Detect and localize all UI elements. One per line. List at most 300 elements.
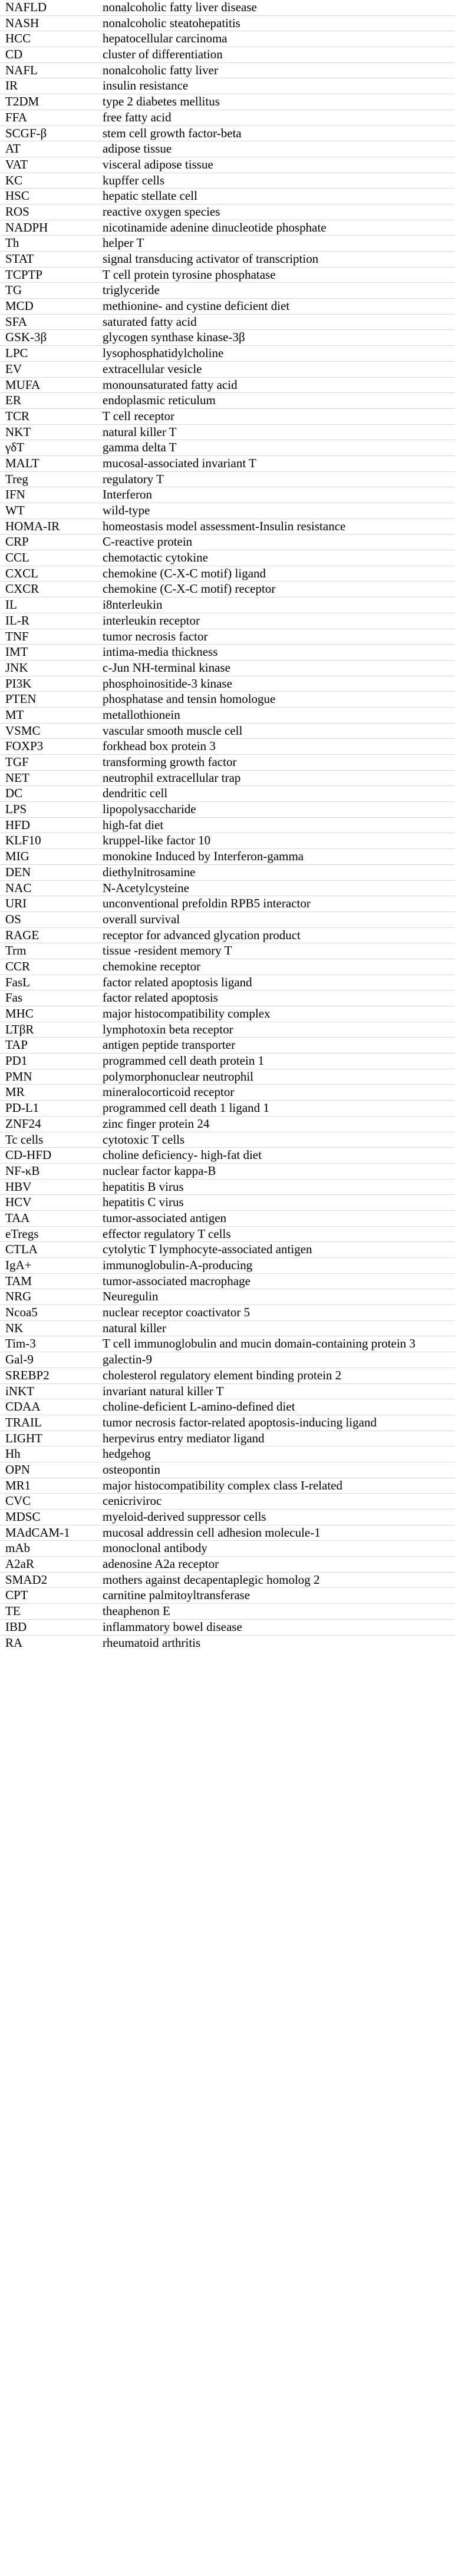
definition-cell: intima-media thickness <box>103 645 218 659</box>
definition-cell: high-fat diet <box>103 817 164 832</box>
definition-cell: gamma delta T <box>103 440 177 455</box>
abbreviation-cell: NET <box>5 770 29 785</box>
table-row <box>0 78 455 94</box>
table-row <box>0 1305 455 1321</box>
abbreviation-cell: SCGF-β <box>5 126 47 140</box>
definition-cell: programmed cell death protein 1 <box>103 1053 265 1068</box>
table-row <box>0 770 455 786</box>
definition-cell: zinc finger protein 24 <box>103 1116 210 1131</box>
abbreviation-cell: MHC <box>5 1006 34 1021</box>
abbreviation-cell: IMT <box>5 645 28 659</box>
definition-cell: natural killer T <box>103 424 177 439</box>
table-row <box>0 1273 455 1289</box>
definition-cell: i8nterleukin <box>103 597 163 612</box>
abbreviation-cell: Fas <box>5 990 23 1005</box>
definition-cell: c-Jun NH-terminal kinase <box>103 660 230 675</box>
abbreviation-cell: Hh <box>5 1446 21 1461</box>
abbreviation-cell: TNF <box>5 629 29 643</box>
definition-cell: hedgehog <box>103 1446 151 1461</box>
abbreviation-cell: TRAIL <box>5 1415 42 1429</box>
definition-cell: insulin resistance <box>103 78 189 93</box>
abbreviation-cell: LPS <box>5 802 27 817</box>
table-row <box>0 1368 455 1383</box>
abbreviation-cell: PD-L1 <box>5 1101 39 1115</box>
table-row <box>0 959 455 975</box>
definition-cell: cenicriviroc <box>103 1494 162 1508</box>
table-row <box>0 1148 455 1164</box>
abbreviation-cell: DC <box>5 786 23 801</box>
definition-cell: neutrophil extracellular trap <box>103 770 241 785</box>
table-row <box>0 1415 455 1431</box>
definition-cell: mucosal addressin cell adhesion molecule-1 <box>103 1525 321 1540</box>
definition-cell: forkhead box protein 3 <box>103 739 216 754</box>
table-row <box>0 1494 455 1510</box>
abbreviation-cell: NF-κB <box>5 1163 40 1178</box>
table-row <box>0 330 455 346</box>
definition-cell: theaphenon E <box>103 1604 170 1619</box>
abbreviation-cell: NKT <box>5 424 31 439</box>
table-row <box>0 503 455 519</box>
table-row <box>0 408 455 424</box>
abbreviation-cell: STAT <box>5 252 34 266</box>
abbreviation-cell: iNKT <box>5 1383 34 1398</box>
abbreviation-cell: TAP <box>5 1038 28 1052</box>
definition-cell: nuclear receptor coactivator 5 <box>103 1305 250 1320</box>
abbreviation-cell: IL-R <box>5 613 29 628</box>
table-row <box>0 1258 455 1274</box>
table-row <box>0 707 455 723</box>
abbreviation-cell: TAM <box>5 1273 32 1288</box>
definition-cell: lymphotoxin beta receptor <box>103 1022 233 1036</box>
table-row <box>0 1525 455 1541</box>
table-row <box>0 975 455 990</box>
definition-cell: glycogen synthase kinase-3β <box>103 330 245 345</box>
definition-cell: tumor necrosis factor <box>103 629 208 643</box>
table-row <box>0 1462 455 1478</box>
definition-cell: nonalcoholic steatohepatitis <box>103 15 240 30</box>
definition-cell: T cell immunoglobulin and mucin domain-containing protein 3 <box>103 1336 416 1351</box>
definition-cell: hepatocellular carcinoma <box>103 31 228 46</box>
table-row <box>0 1320 455 1336</box>
definition-cell: regulatory T <box>103 471 164 486</box>
table-row <box>0 1195 455 1211</box>
table-row <box>0 141 455 157</box>
abbreviation-cell: PI3K <box>5 676 32 691</box>
abbreviation-cell: HOMA-IR <box>5 518 60 533</box>
abbreviation-cell: HBV <box>5 1179 32 1194</box>
table-row <box>0 1101 455 1117</box>
table-row <box>0 94 455 110</box>
abbreviation-cell: CTLA <box>5 1242 38 1257</box>
table-row <box>0 597 455 613</box>
definition-cell: phosphatase and tensin homologue <box>103 692 276 706</box>
definition-cell: adipose tissue <box>103 141 172 156</box>
definition-cell: major histocompatibility complex <box>103 1006 271 1021</box>
table-row <box>0 0 455 15</box>
table-row <box>0 299 455 315</box>
abbreviation-cell: TE <box>5 1604 21 1619</box>
table-row <box>0 346 455 362</box>
abbreviation-cell: RA <box>5 1635 23 1650</box>
definition-cell: lipopolysaccharide <box>103 802 196 817</box>
table-row <box>0 550 455 566</box>
definition-cell: nonalcoholic fatty liver <box>103 62 218 77</box>
table-row <box>0 1289 455 1305</box>
abbreviation-cell: HCV <box>5 1195 32 1210</box>
definition-cell: hepatitis C virus <box>103 1195 184 1210</box>
abbreviation-cell: CVC <box>5 1494 31 1508</box>
abbreviation-cell: MCD <box>5 299 34 313</box>
definition-cell: monoclonal antibody <box>103 1541 207 1555</box>
abbreviation-cell: SREBP2 <box>5 1368 50 1382</box>
definition-cell: C-reactive protein <box>103 534 193 549</box>
abbreviation-cell: AT <box>5 141 21 156</box>
definition-cell: cluster of differentiation <box>103 47 223 62</box>
abbreviation-cell: TAA <box>5 1210 30 1225</box>
definition-cell: interleukin receptor <box>103 613 200 628</box>
table-row <box>0 440 455 456</box>
abbreviation-cell: NAFLD <box>5 0 47 14</box>
abbreviation-cell: ZNF24 <box>5 1116 41 1131</box>
abbreviation-cell: SMAD2 <box>5 1572 48 1587</box>
table-row <box>0 487 455 503</box>
abbreviation-cell: OPN <box>5 1462 31 1477</box>
definition-cell: wild-type <box>103 503 150 517</box>
abbreviation-cell: γδT <box>5 440 25 455</box>
definition-cell: extracellular vesicle <box>103 361 202 376</box>
definition-cell: mothers against decapentaplegic homolog 2 <box>103 1572 320 1587</box>
definition-cell: hepatitis B virus <box>103 1179 184 1194</box>
definition-cell: Interferon <box>103 487 152 502</box>
definition-cell: monokine Induced by Interferon-gamma <box>103 849 304 864</box>
abbreviation-cell: ER <box>5 393 21 408</box>
table-row <box>0 1006 455 1022</box>
abbreviation-cell: NK <box>5 1320 24 1335</box>
table-row <box>0 377 455 393</box>
abbreviation-cell: CDAA <box>5 1399 41 1414</box>
definition-cell: vascular smooth muscle cell <box>103 723 243 738</box>
abbreviation-cell: IFN <box>5 487 25 502</box>
abbreviation-cell: LTβR <box>5 1022 34 1036</box>
abbreviation-cell: KC <box>5 173 23 187</box>
definition-cell: chemokine (C-X-C motif) ligand <box>103 566 266 580</box>
abbreviation-cell: IL <box>5 597 17 612</box>
table-row <box>0 1541 455 1557</box>
abbreviation-cell: PMN <box>5 1069 32 1084</box>
definition-cell: signal transducing activator of transcription <box>103 252 319 266</box>
table-row <box>0 1210 455 1226</box>
definition-cell: visceral adipose tissue <box>103 157 213 171</box>
abbreviation-cell: PTEN <box>5 692 37 706</box>
definition-cell: invariant natural killer T <box>103 1383 224 1398</box>
abbreviation-cell: TCR <box>5 408 29 423</box>
table-row <box>0 283 455 299</box>
definition-cell: carnitine palmitoyltransferase <box>103 1588 250 1603</box>
table-row <box>0 896 455 912</box>
definition-cell: herpevirus entry mediator ligand <box>103 1431 265 1445</box>
table-row <box>0 833 455 849</box>
table-row <box>0 62 455 78</box>
abbreviation-cell: Gal-9 <box>5 1352 34 1367</box>
table-row <box>0 566 455 582</box>
definition-cell: kruppel-like factor 10 <box>103 833 211 848</box>
definition-cell: hepatic stellate cell <box>103 189 197 203</box>
definition-cell: receptor for advanced glycation product <box>103 927 301 942</box>
table-row <box>0 1053 455 1069</box>
table-row <box>0 1336 455 1352</box>
abbreviation-cell: MT <box>5 707 24 722</box>
definition-cell: helper T <box>103 236 144 250</box>
table-row <box>0 676 455 692</box>
abbreviation-cell: OS <box>5 911 21 926</box>
abbreviation-cell: A2aR <box>5 1557 34 1571</box>
table-row <box>0 455 455 471</box>
table-row <box>0 1179 455 1195</box>
definition-cell: transforming growth factor <box>103 755 237 769</box>
abbreviation-cell: NAC <box>5 880 32 895</box>
table-row <box>0 1572 455 1588</box>
abbreviation-cell: PD1 <box>5 1053 28 1068</box>
definition-cell: cytolytic T lymphocyte-associated antigen <box>103 1242 312 1257</box>
table-row <box>0 1022 455 1038</box>
definition-cell: reactive oxygen species <box>103 204 220 219</box>
abbreviation-cell: TGF <box>5 755 29 769</box>
table-row <box>0 1510 455 1525</box>
definition-cell: tissue -resident memory T <box>103 943 232 958</box>
abbreviation-cell: MR <box>5 1085 25 1099</box>
definition-cell: tumor-associated antigen <box>103 1210 227 1225</box>
definition-cell: programmed cell death 1 ligand 1 <box>103 1101 269 1115</box>
abbreviation-cell: HFD <box>5 817 31 832</box>
abbreviation-cell: KLF10 <box>5 833 41 848</box>
abbreviation-cell: CD-HFD <box>5 1148 52 1162</box>
abbreviation-cell: CD <box>5 47 23 62</box>
table-row <box>0 660 455 676</box>
definition-cell: choline-deficient L-amino-defined diet <box>103 1399 295 1414</box>
definition-cell: antigen peptide transporter <box>103 1038 236 1052</box>
definition-cell: myeloid-derived suppressor cells <box>103 1510 266 1524</box>
definition-cell: major histocompatibility complex class I-related <box>103 1478 343 1492</box>
abbreviation-cell: IBD <box>5 1619 27 1634</box>
definition-cell: endoplasmic reticulum <box>103 393 216 408</box>
table-row <box>0 267 455 283</box>
abbreviation-cell: MUFA <box>5 377 41 392</box>
abbreviation-cell: VSMC <box>5 723 41 738</box>
table-row <box>0 1619 455 1635</box>
table-row <box>0 1132 455 1148</box>
table-row <box>0 943 455 959</box>
definition-cell: type 2 diabetes mellitus <box>103 94 220 109</box>
abbreviation-cell: FFA <box>5 110 27 124</box>
abbreviation-cell: TCPTP <box>5 267 43 282</box>
abbreviation-cell: Ncoa5 <box>5 1305 38 1320</box>
abbreviation-cell: eTregs <box>5 1226 39 1241</box>
definition-cell: cytotoxic T cells <box>103 1132 185 1147</box>
table-row <box>0 1431 455 1446</box>
table-row <box>0 755 455 771</box>
table-row <box>0 173 455 189</box>
definition-cell: nuclear factor kappa-B <box>103 1163 216 1178</box>
table-row <box>0 1557 455 1573</box>
definition-cell: tumor necrosis factor-related apoptosis-inducing ligand <box>103 1415 377 1429</box>
definition-cell: factor related apoptosis ligand <box>103 975 252 989</box>
abbreviation-cell: MIG <box>5 849 29 864</box>
abbreviation-cell: Trm <box>5 943 27 958</box>
table-row <box>0 692 455 708</box>
table-row <box>0 1478 455 1494</box>
definition-cell: triglyceride <box>103 283 160 298</box>
definition-cell: galectin-9 <box>103 1352 152 1367</box>
table-row <box>0 471 455 487</box>
table-row <box>0 786 455 802</box>
table-row <box>0 534 455 550</box>
table-row <box>0 1588 455 1604</box>
table-row <box>0 1399 455 1415</box>
table-row <box>0 1085 455 1101</box>
abbreviation-cell: MR1 <box>5 1478 31 1492</box>
definition-cell: lysophosphatidylcholine <box>103 346 224 361</box>
table-row <box>0 1116 455 1132</box>
definition-cell: chemokine receptor <box>103 959 201 973</box>
table-row <box>0 1163 455 1179</box>
abbreviation-cell: CPT <box>5 1588 28 1603</box>
abbreviation-cell: Treg <box>5 471 28 486</box>
abbreviation-cell: CRP <box>5 534 29 549</box>
table-row <box>0 1242 455 1258</box>
definition-cell: inflammatory bowel disease <box>103 1619 242 1634</box>
definition-cell: metallothionein <box>103 707 180 722</box>
abbreviation-cell: mAb <box>5 1541 30 1555</box>
definition-cell: saturated fatty acid <box>103 314 197 329</box>
definition-cell: tumor-associated macrophage <box>103 1273 250 1288</box>
table-row <box>0 236 455 252</box>
table-row <box>0 849 455 865</box>
definition-cell: effector regulatory T cells <box>103 1226 231 1241</box>
table-row <box>0 864 455 880</box>
abbreviation-cell: CCR <box>5 959 31 973</box>
table-row <box>0 817 455 833</box>
table-row <box>0 220 455 236</box>
abbreviation-cell: MAdCAM-1 <box>5 1525 70 1540</box>
abbreviation-cell: CCL <box>5 550 29 565</box>
table-row <box>0 802 455 818</box>
table-row <box>0 1635 455 1650</box>
abbreviation-cell: JNK <box>5 660 28 675</box>
table-row <box>0 1069 455 1085</box>
abbreviation-cell: ROS <box>5 204 29 219</box>
abbreviation-cell: IR <box>5 78 18 93</box>
abbreviation-cell: NADPH <box>5 220 48 235</box>
table-row <box>0 204 455 220</box>
definition-cell: Neuregulin <box>103 1289 159 1304</box>
definition-cell: nonalcoholic fatty liver disease <box>103 0 257 14</box>
table-row <box>0 157 455 173</box>
table-row <box>0 1038 455 1053</box>
table-row <box>0 1226 455 1242</box>
table-row <box>0 126 455 141</box>
definition-cell: osteopontin <box>103 1462 160 1477</box>
table-row <box>0 613 455 629</box>
table-row <box>0 189 455 204</box>
definition-cell: polymorphonuclear neutrophil <box>103 1069 254 1084</box>
table-row <box>0 1352 455 1368</box>
definition-cell: free fatty acid <box>103 110 172 124</box>
definition-cell: mineralocorticoid receptor <box>103 1085 235 1099</box>
abbreviation-cell: HSC <box>5 189 29 203</box>
abbreviation-cell: NRG <box>5 1289 32 1304</box>
definition-cell: chemotactic cytokine <box>103 550 209 565</box>
definition-cell: choline deficiency- high-fat diet <box>103 1148 262 1162</box>
definition-cell: kupffer cells <box>103 173 165 187</box>
abbreviation-cell: LPC <box>5 346 28 361</box>
definition-cell: overall survival <box>103 911 180 926</box>
definition-cell: cholesterol regulatory element binding protein 2 <box>103 1368 342 1382</box>
abbreviation-cell: NASH <box>5 15 39 30</box>
table-row <box>0 424 455 440</box>
abbreviation-cell: T2DM <box>5 94 39 109</box>
definition-cell: adenosine A2a receptor <box>103 1557 219 1571</box>
abbreviation-cell: NAFL <box>5 62 38 77</box>
abbreviation-cell: GSK-3β <box>5 330 47 345</box>
table-row <box>0 1383 455 1399</box>
abbreviation-cell: RAGE <box>5 927 39 942</box>
table-row <box>0 314 455 330</box>
abbreviation-cell: SFA <box>5 314 27 329</box>
table-row <box>0 31 455 47</box>
abbreviation-cell: HCC <box>5 31 31 46</box>
table-row <box>0 15 455 31</box>
definition-cell: immunoglobulin-A-producing <box>103 1258 253 1272</box>
abbreviation-cell: CXCL <box>5 566 39 580</box>
abbreviation-cell: MALT <box>5 455 39 470</box>
definition-cell: stem cell growth factor-beta <box>103 126 242 140</box>
table-row <box>0 1604 455 1620</box>
abbreviation-cell: MDSC <box>5 1510 41 1524</box>
abbreviation-cell: FOXP3 <box>5 739 44 754</box>
definition-cell: rheumatoid arthritis <box>103 1635 201 1650</box>
definition-cell: natural killer <box>103 1320 166 1335</box>
definition-cell: monounsaturated fatty acid <box>103 377 238 392</box>
table-row <box>0 911 455 927</box>
table-row <box>0 582 455 597</box>
table-row <box>0 361 455 377</box>
table-row <box>0 927 455 943</box>
abbreviation-cell: TG <box>5 283 22 298</box>
abbreviation-cell: Th <box>5 236 19 250</box>
definition-cell: chemokine (C-X-C motif) receptor <box>103 582 276 596</box>
abbreviation-cell: VAT <box>5 157 28 171</box>
table-row <box>0 739 455 755</box>
definition-cell: mucosal-associated invariant T <box>103 455 256 470</box>
table-row <box>0 880 455 896</box>
abbreviation-cell: Tim-3 <box>5 1336 36 1351</box>
abbreviation-cell: IgA+ <box>5 1258 32 1272</box>
table-row <box>0 990 455 1006</box>
abbreviation-cell: WT <box>5 503 25 517</box>
definition-cell: N-Acetylcysteine <box>103 880 189 895</box>
table-row <box>0 518 455 534</box>
definition-cell: unconventional prefoldin RPB5 interactor <box>103 896 311 911</box>
table-row <box>0 629 455 645</box>
definition-cell: factor related apoptosis <box>103 990 218 1005</box>
definition-cell: methionine- and cystine deficient diet <box>103 299 290 313</box>
table-row <box>0 110 455 126</box>
table-row <box>0 47 455 63</box>
definition-cell: diethylnitrosamine <box>103 864 196 879</box>
definition-cell: T cell protein tyrosine phosphatase <box>103 267 276 282</box>
definition-cell: dendritic cell <box>103 786 168 801</box>
abbreviation-cell: EV <box>5 361 22 376</box>
